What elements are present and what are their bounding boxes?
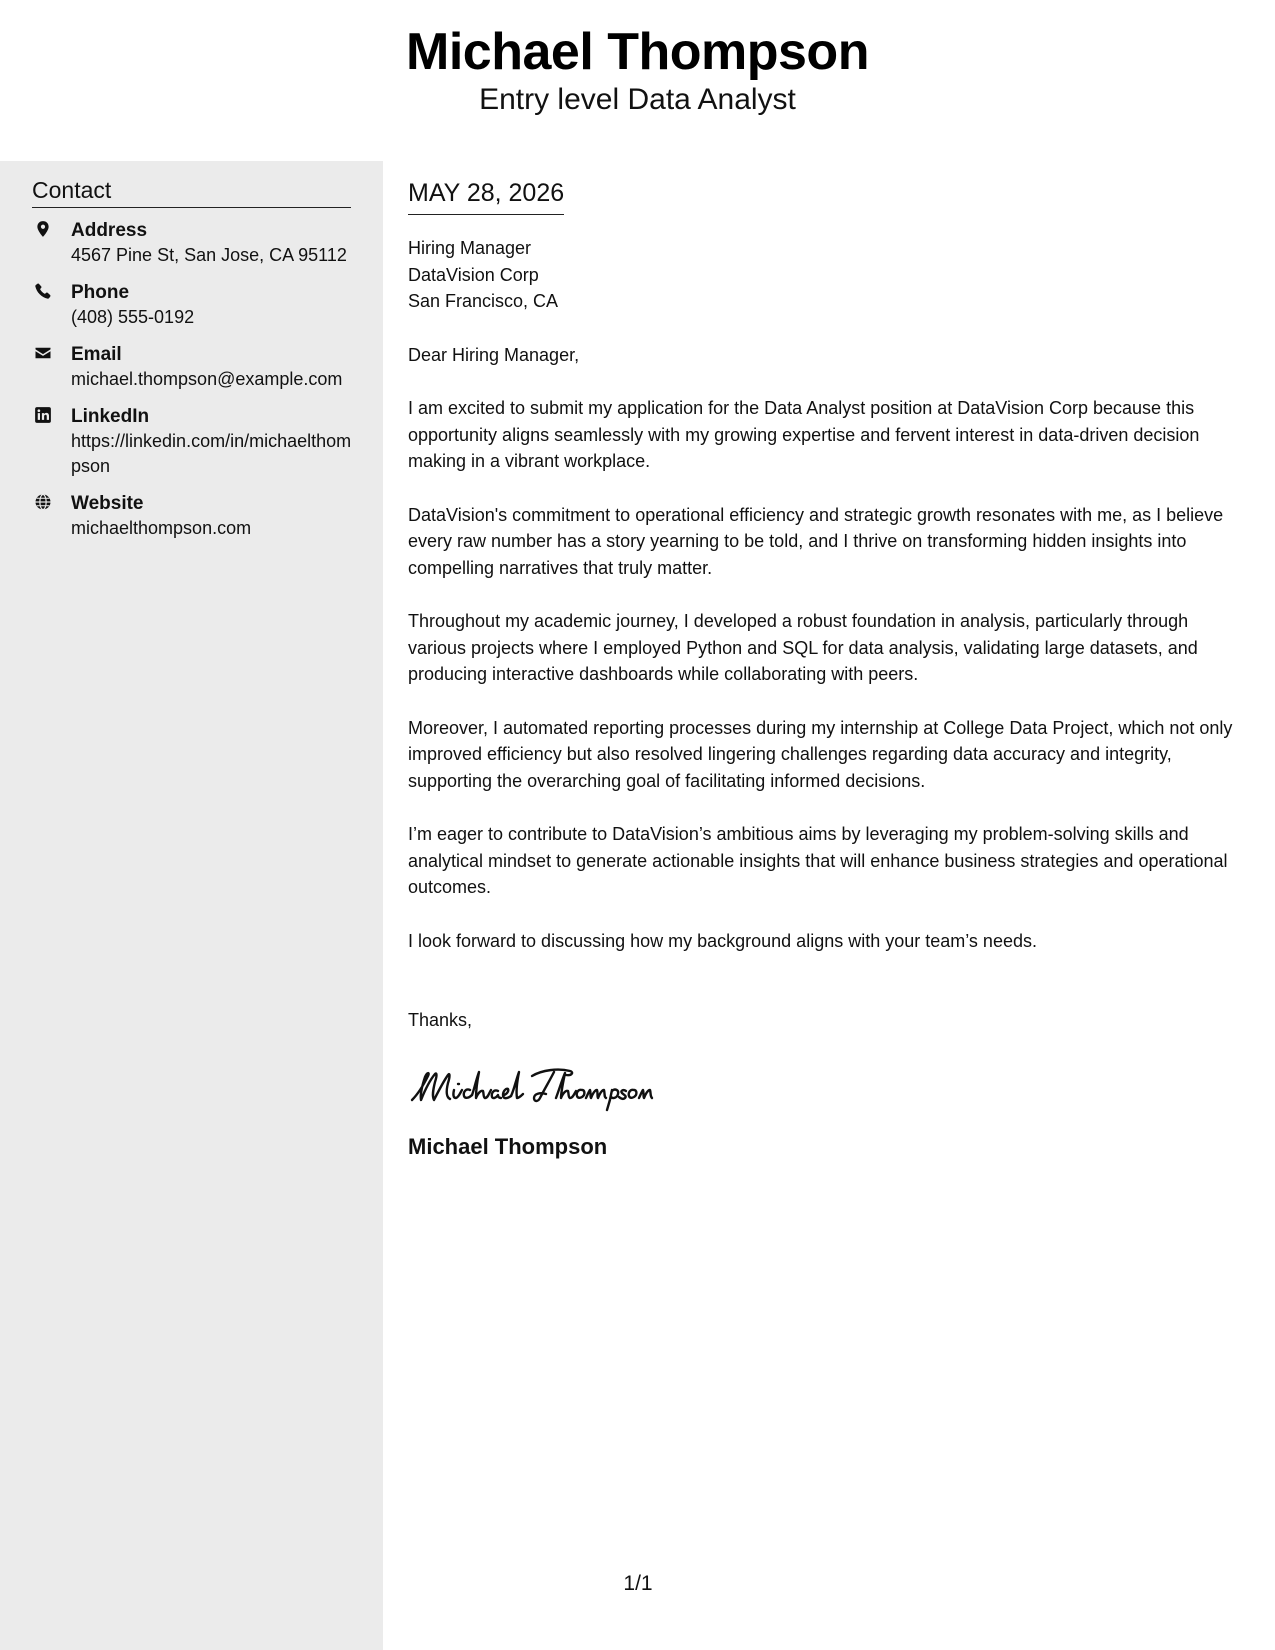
recipient-line: San Francisco, CA — [408, 291, 559, 311]
email-value[interactable]: michael.thompson@example.com — [71, 369, 343, 389]
contact-item-email — [32, 342, 352, 392]
letter-paragraph: I’m eager to contribute to DataVision’s ambitious aims by leveraging my problem-solving skills and analytical mindset to generate actionable insights that will enhance business strategies and operational outcomes. — [408, 824, 1228, 897]
signer-name: Michael Thompson — [408, 1133, 608, 1159]
applicant-name: Michael Thompson — [406, 23, 869, 81]
contact-item-address — [32, 218, 352, 268]
contact-label: Email — [71, 344, 122, 365]
globe-icon — [34, 493, 52, 511]
contact-label: Address — [71, 220, 148, 241]
recipient-block — [408, 235, 1248, 315]
handwritten-signature — [408, 1060, 668, 1112]
contact-list — [32, 218, 352, 553]
website-value[interactable]: michaelthompson.com — [71, 518, 252, 538]
address-value: 4567 Pine St, San Jose, CA 95112 — [71, 245, 347, 265]
linkedin-icon — [34, 406, 52, 424]
linkedin-value[interactable]: https://linkedin.com/in/michaelthompson — [71, 431, 352, 476]
contact-label: Phone — [71, 282, 130, 303]
letter-paragraph: Throughout my academic journey, I developed a robust foundation in analysis, particularly through various projects where I employed Python and SQL for data analysis, validating large datasets, and producing interactive dashboards while collaborating with peers. — [408, 611, 1198, 684]
closing: Thanks, — [408, 1010, 473, 1030]
contact-item-website — [32, 491, 352, 541]
applicant-title: Entry level Data Analyst — [479, 83, 796, 116]
contact-item-linkedin — [32, 404, 352, 479]
letter-header — [0, 0, 1275, 160]
letter-paragraph: I am excited to submit my application for the Data Analyst position at DataVision Corp because this opportunity aligns seamlessly with my growing expertise and fervent interest in data-driven decision making in a vibrant workplace. — [408, 398, 1200, 471]
recipient-line: DataVision Corp — [408, 264, 539, 285]
map-pin-icon — [34, 220, 52, 238]
letter-body — [408, 175, 1248, 1161]
letter-paragraph: DataVision's commitment to operational efficiency and strategic growth resonates with me, as I believe every raw number has a story yearning to be told, and I thrive on transforming hidden insights into compelling narratives that truly matter. — [408, 504, 1224, 578]
contact-label: Website — [71, 493, 144, 514]
contact-item-phone — [32, 280, 352, 330]
contact-heading: Contact — [32, 175, 351, 208]
phone-value: (408) 555-0192 — [71, 307, 195, 327]
page-number: 1/1 — [623, 1572, 653, 1595]
envelope-icon — [34, 344, 52, 362]
letter-date: MAY 28, 2026 — [408, 175, 564, 215]
letter-paragraph: Moreover, I automated reporting processes during my internship at College Data Project, which not only improved efficiency but also resolved lingering challenges regarding data accuracy and integrity, supporting the overarching goal of facilitating informed decisions. — [408, 717, 1233, 791]
recipient-line: Hiring Manager — [408, 238, 532, 258]
salutation: Dear Hiring Manager, — [408, 344, 580, 365]
contact-label: LinkedIn — [71, 406, 150, 427]
letter-paragraph: I look forward to discussing how my background aligns with your team’s needs. — [408, 930, 1037, 951]
phone-icon — [34, 282, 52, 300]
